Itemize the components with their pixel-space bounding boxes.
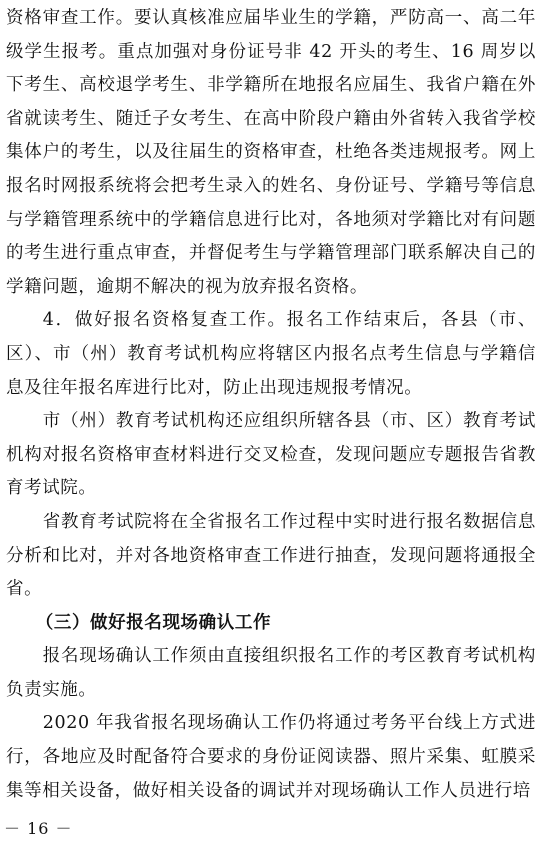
paragraph-recheck-work: 4．做好报名资格复查工作。报名工作结束后，各县（市、区）、市（州）教育考试机构应将辖区内报名点考生信息与学籍信息及往年报名库进行比对，防止出现违规报考情况。 — [6, 310, 536, 398]
paragraph-qualification-review: 资格审查工作。要认真核准应届毕业生的学籍，严防高一、高二年级学生报考。重点加强对身份证号非 42 开头的考生、16 周岁以下考生、高校退学考生、非学籍所在地报名应届生、我省户籍在外省就读考生、随迁子女考生、在高中阶段户籍由外省转入我省学校集体户的考生，以及往届生的资格审查，杜绝各类违规报考。网上报名时网报系统将会把考生录入的姓名、身份证号、学籍号等信息与学籍管理系统中的学籍信息进行比对，各地须对学籍比对有问题的考生进行重点审查，并督促考生与学籍管理部门联系解决自己的学籍问题，逾期不解决的视为放弃报名资格。 — [6, 8, 536, 297]
paragraph-onsite-responsibility: 报名现场确认工作须由直接组织报名工作的考区教育考试机构负责实施。 — [6, 646, 536, 700]
paragraph-provincial-analysis: 省教育考试院将在全省报名工作过程中实时进行报名数据信息分析和比对，并对各地资格审查工作进行抽查，发现问题将通报全省。 — [6, 511, 536, 600]
section-heading-onsite-confirmation: （三）做好报名现场确认工作 — [35, 612, 272, 633]
paragraph-online-confirmation: 2020 年我省报名现场确认工作仍将通过考务平台线上方式进行，各地应及时配备符合要求的身份证阅读器、照片采集、虹膜采集等相关设备，做好相关设备的调试并对现场确认工作人员进行培 — [6, 713, 536, 801]
document-body — [6, 2, 536, 808]
paragraph-cross-check: 市（州）教育考试机构还应组织所辖各县（市、区）教育考试机构对报名资格审查材料进行交叉检查，发现问题应专题报告省教育考试院。 — [6, 411, 536, 499]
page-number: － 16 － — [4, 819, 73, 838]
